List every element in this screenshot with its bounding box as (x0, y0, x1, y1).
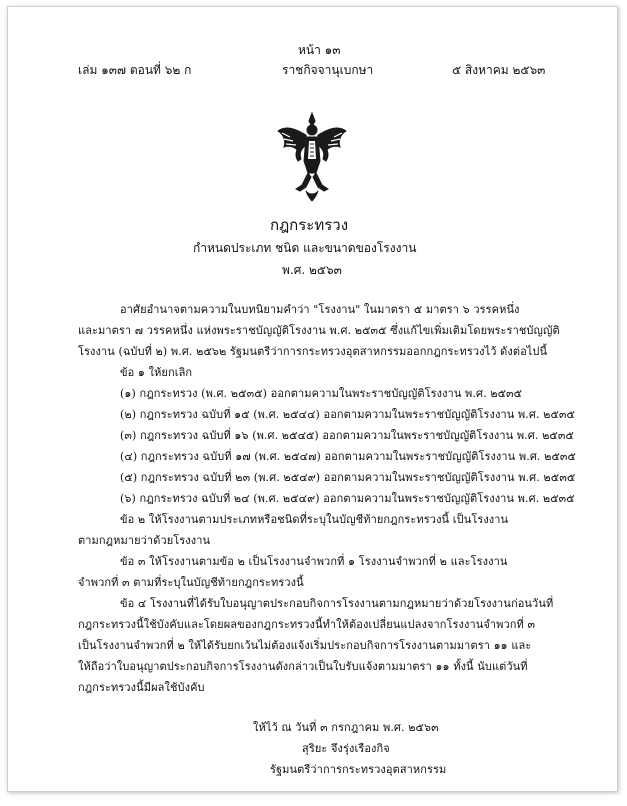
preamble-line-3: โรงงาน (ฉบับที่ ๒) พ.ศ. ๒๕๖๒ รัฐมนตรีว่าการกระทรวงอุตสาหกรรมออกกฎกระทรวงไว้ ดังต่อไปนี้ (78, 345, 548, 358)
document-year: พ.ศ. ๒๕๖๓ (282, 263, 342, 277)
clause-4-line-3: เป็นโรงงานจำพวกที่ ๒ ให้ได้รับยกเว้นไม่ต้องแจ้งเริ่มประกอบกิจการโรงงานตามมาตรา ๑๑ และ (78, 639, 532, 652)
clause-1-item: (๑) กฎกระทรวง (พ.ศ. ๒๕๓๕) ออกตามความในพระราชบัญญัติโรงงาน พ.ศ. ๒๕๓๕ (120, 387, 523, 400)
signatory-position: รัฐมนตรีว่าการกระทรวงอุตสาหกรรม (270, 763, 447, 776)
clause-2-line-1: ข้อ ๒ ให้โรงงานตามประเภทหรือชนิดที่ระบุในบัญชีท้ายกฎกระทรวงนี้ เป็นโรงงาน (120, 513, 509, 526)
clause-1-item: (๕) กฎกระทรวง ฉบับที่ ๒๓ (พ.ศ. ๒๕๔๙) ออกตามความในพระราชบัญญัติโรงงาน พ.ศ. ๒๕๓๕ (120, 471, 576, 484)
preamble-line-2: และมาตรา ๗ วรรคหนึ่ง แห่งพระราชบัญญัติโรงงาน พ.ศ. ๒๕๓๕ ซึ่งแก้ไขเพิ่มเติมโดยพระราชบัญญัติ (78, 324, 560, 337)
volume-issue: เล่ม ๑๓๗ ตอนที่ ๖๒ ก (78, 63, 192, 77)
clause-1-item: (๔) กฎกระทรวง ฉบับที่ ๑๗ (พ.ศ. ๒๕๔๗) ออกตามความในพระราชบัญญัติโรงงาน พ.ศ. ๒๕๓๕ (120, 450, 576, 463)
gazette-name: ราชกิจจานุเบกษา (282, 63, 374, 77)
clause-4-line-5: กฎกระทรวงนี้มีผลใช้บังคับ (78, 681, 205, 694)
preamble-line-1: อาศัยอำนาจตามความในบทนิยามคำว่า "โรงงาน" ในมาตรา ๕ มาตรา ๖ วรรคหนึ่ง (120, 303, 520, 316)
clause-4-line-4: ให้ถือว่าใบอนุญาตประกอบกิจการโรงงานดังกล่าวเป็นใบรับแจ้งตามมาตรา ๑๑ ทั้งนี้ นับแต่วันที่ (78, 660, 528, 673)
clause-2-line-2: ตามกฎหมายว่าด้วยโรงงาน (78, 534, 211, 547)
clause-4-line-1: ข้อ ๔ โรงงานที่ได้รับใบอนุญาตประกอบกิจการโรงงานตามกฎหมายว่าด้วยโรงงานก่อนวันที่ (120, 597, 554, 610)
clause-4-line-2: กฎกระทรวงนี้ใช้บังคับและโดยผลของกฎกระทรวงนี้ทำให้ต้องเปลี่ยนแปลงจากโรงงานจำพวกที่ ๓ (78, 618, 536, 631)
publish-date: ๕ สิงหาคม ๒๕๖๓ (452, 63, 546, 77)
clause-3-line-2: จำพวกที่ ๓ ตามที่ระบุในบัญชีท้ายกฎกระทรวงนี้ (78, 576, 304, 589)
document-title: กฎกระทรวง (270, 216, 349, 234)
signature-date: ให้ไว้ ณ วันที่ ๓ กรกฎาคม พ.ศ. ๒๕๖๓ (253, 721, 439, 734)
document-subtitle: กำหนดประเภท ชนิด และขนาดของโรงงาน (193, 241, 417, 255)
clause-3-line-1: ข้อ ๓ ให้โรงงานตามข้อ ๒ เป็นโรงงานจำพวกที่ ๑ โรงงานจำพวกที่ ๒ และโรงงาน (120, 555, 508, 568)
garuda-emblem-icon (276, 111, 348, 203)
clause-1-item: (๖) กฎกระทรวง ฉบับที่ ๒๔ (พ.ศ. ๒๕๔๙) ออกตามความในพระราชบัญญัติโรงงาน พ.ศ. ๒๕๓๕ (120, 492, 575, 505)
clause-1-item: (๓) กฎกระทรวง ฉบับที่ ๑๖ (พ.ศ. ๒๕๔๕) ออกตามความในพระราชบัญญัติโรงงาน พ.ศ. ๒๕๓๕ (120, 429, 574, 442)
page-number: หน้า ๑๓ (298, 43, 341, 57)
gazette-page (7, 6, 618, 792)
clause-1-heading: ข้อ ๑ ให้ยกเลิก (120, 366, 193, 379)
clause-1-item: (๒) กฎกระทรวง ฉบับที่ ๑๕ (พ.ศ. ๒๕๔๔) ออกตามความในพระราชบัญญัติโรงงาน พ.ศ. ๒๕๓๕ (120, 408, 575, 421)
signatory-name: สุริยะ จึงรุ่งเรืองกิจ (302, 742, 390, 755)
